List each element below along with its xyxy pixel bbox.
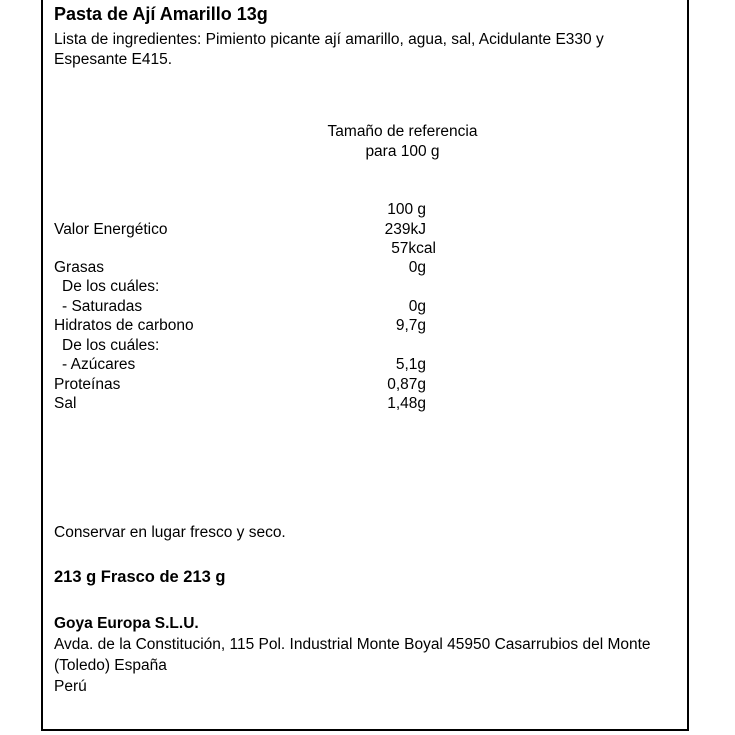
manufacturer-address: Avda. de la Constitución, 115 Pol. Industrial Monte Boyal 45950 Casarrubios del Monte (Toledo) España <box>54 636 651 674</box>
nutrition-value-salt: 1,48g <box>387 395 426 412</box>
package-size: 213 g Frasco de 213 g <box>54 568 226 586</box>
manufacturer-name: Goya Europa S.L.U. <box>54 615 199 632</box>
nutrition-value-carbohydrates: 9,7g <box>395 317 426 334</box>
nutrition-value-energy-kj: 239kJ <box>384 221 426 238</box>
nutrition-label-energy: Valor Energético <box>54 221 168 238</box>
nutrition-label-carbohydrates: Hidratos de carbono <box>54 317 194 334</box>
storage-instructions: Conservar en lugar fresco y seco. <box>54 524 286 541</box>
nutrition-value-sugars: 5,1g <box>395 356 426 373</box>
nutrition-value-protein: 0,87g <box>387 376 426 393</box>
reference-size-line2: para 100 g <box>365 143 440 160</box>
country-of-origin: Perú <box>54 678 87 695</box>
nutrition-label-of-which-fat: De los cuáles: <box>62 278 160 295</box>
nutrition-label-saturated: - Saturadas <box>62 298 143 315</box>
nutrition-label-protein: Proteínas <box>54 376 121 393</box>
nutrition-label-salt: Sal <box>54 395 77 412</box>
nutrition-label-of-which-carbs: De los cuáles: <box>62 337 160 354</box>
product-title: Pasta de Ají Amarillo 13g <box>54 4 268 24</box>
nutrition-value-saturated: 0g <box>408 298 426 315</box>
nutrition-column-header: 100 g <box>387 201 426 218</box>
ingredients-list: Lista de ingredientes: Pimiento picante ají amarillo, agua, sal, Acidulante E330 y Espesante E415. <box>54 31 604 68</box>
nutrition-label-fat: Grasas <box>54 259 104 276</box>
nutrition-value-fat: 0g <box>408 259 426 276</box>
nutrition-value-energy-kcal: 57kcal <box>391 240 436 257</box>
reference-size-line1: Tamaño de referencia <box>327 123 478 140</box>
nutrition-label-sugars: - Azúcares <box>62 356 136 373</box>
